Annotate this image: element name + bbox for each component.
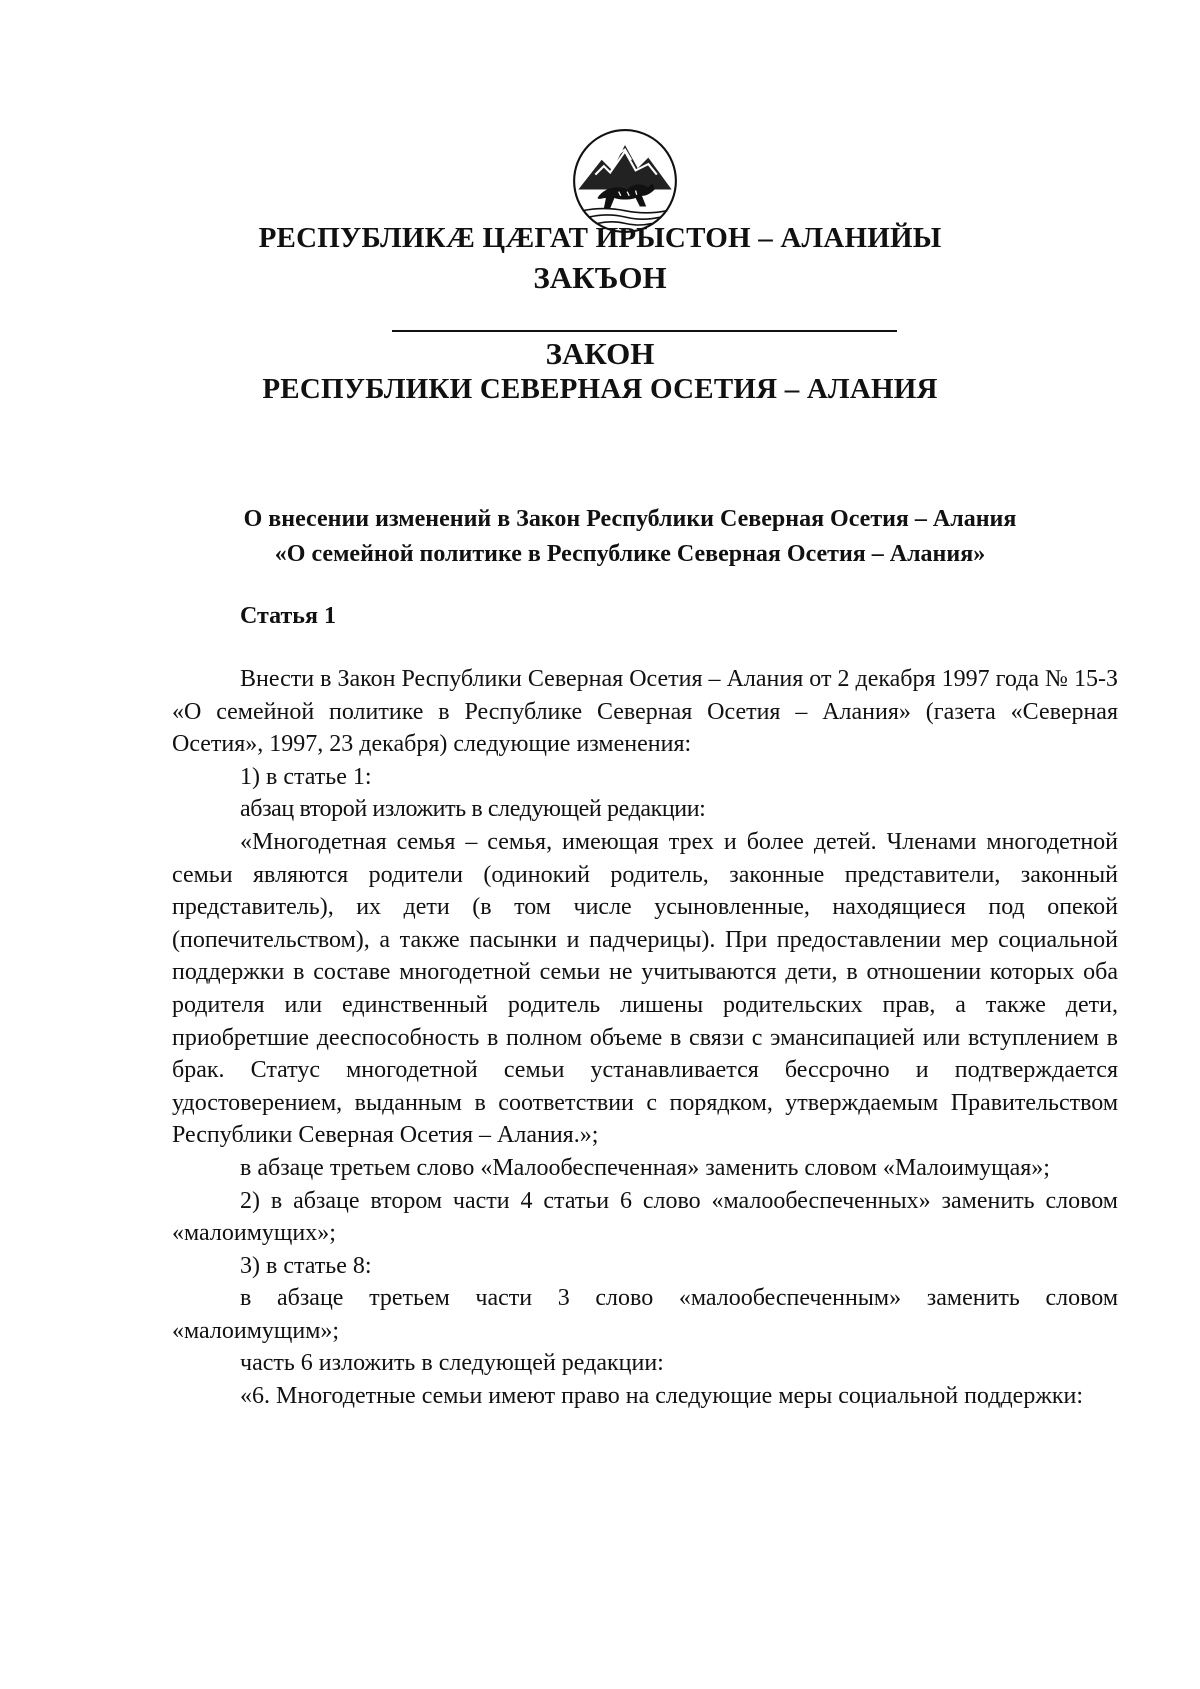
header-divider <box>392 330 897 332</box>
law-title-line-1: О внесении изменений в Закон Республики Северная Осетия – Алания <box>243 506 1017 532</box>
body-paragraph: «6. Многодетные семьи имеют право на следующие меры социальной поддержки: <box>240 1383 1084 1410</box>
body-paragraph: 2) в абзаце втором части 4 статьи 6 слово «малообеспеченных» заменить словом «малоимущих»; <box>172 1187 1118 1247</box>
body-paragraph: «Многодетная семья – семья, имеющая трех и более детей. Членами многодетной семьи являются родители (одинокий родитель, законные представители, законный представитель), их дети (в том числе усыновленные, находящиеся под опекой (попечительством), а также пасынки и падчерицы). При предоставлении мер социальной поддержки в составе многодетной семьи не учитываются дети, в отношении которых оба родителя или единственный родитель лишены родительских прав, а также дети, приобретшие дееспособность в полном объеме в связи с эмансипацией или вступлением в брак. Статус многодетной семьи устанавливается бессрочно и подтверждается удостоверением, выданным в соответствии с порядком, утверждаемым Правительством Республики Северная Осетия – Алания.»; <box>172 828 1118 1149</box>
coat-of-arms-icon <box>572 128 678 234</box>
body-paragraph: часть 6 изложить в следующей редакции: <box>240 1350 664 1377</box>
document-body <box>172 663 1118 1413</box>
article-heading: Статья 1 <box>240 603 336 629</box>
ossetian-law-heading: ЗАКЪОН <box>533 260 667 295</box>
body-paragraph: 3) в статье 8: <box>240 1252 372 1279</box>
body-paragraph: Внести в Закон Республики Северная Осетия – Алания от 2 декабря 1997 года № 15-З «О семейной политике в Республике Северная Осетия – Алания» (газета «Северная Осетия», 1997, 23 декабря) следующие изменения: <box>172 666 1118 758</box>
body-paragraph: в абзаце третьем слово «Малообеспеченная» заменить словом «Малоимущая»; <box>240 1154 1050 1181</box>
ossetian-republic-title: РЕСПУБЛИКӔ ЦӔГАТ ИРЫСТОН – АЛАНИЙЫ <box>258 222 942 254</box>
law-title-line-2: «О семейной политике в Республике Северная Осетия – Алания» <box>274 541 986 567</box>
russian-republic-title: РЕСПУБЛИКИ СЕВЕРНАЯ ОСЕТИЯ – АЛАНИЯ <box>262 373 938 405</box>
russian-law-heading: ЗАКОН <box>545 336 655 371</box>
body-paragraph: в абзаце третьем части 3 слово «малообеспеченным» заменить словом «малоимущим»; <box>172 1285 1118 1344</box>
body-paragraph: 1) в статье 1: <box>240 763 372 790</box>
body-paragraph: абзац второй изложить в следующей редакции: <box>240 796 706 823</box>
